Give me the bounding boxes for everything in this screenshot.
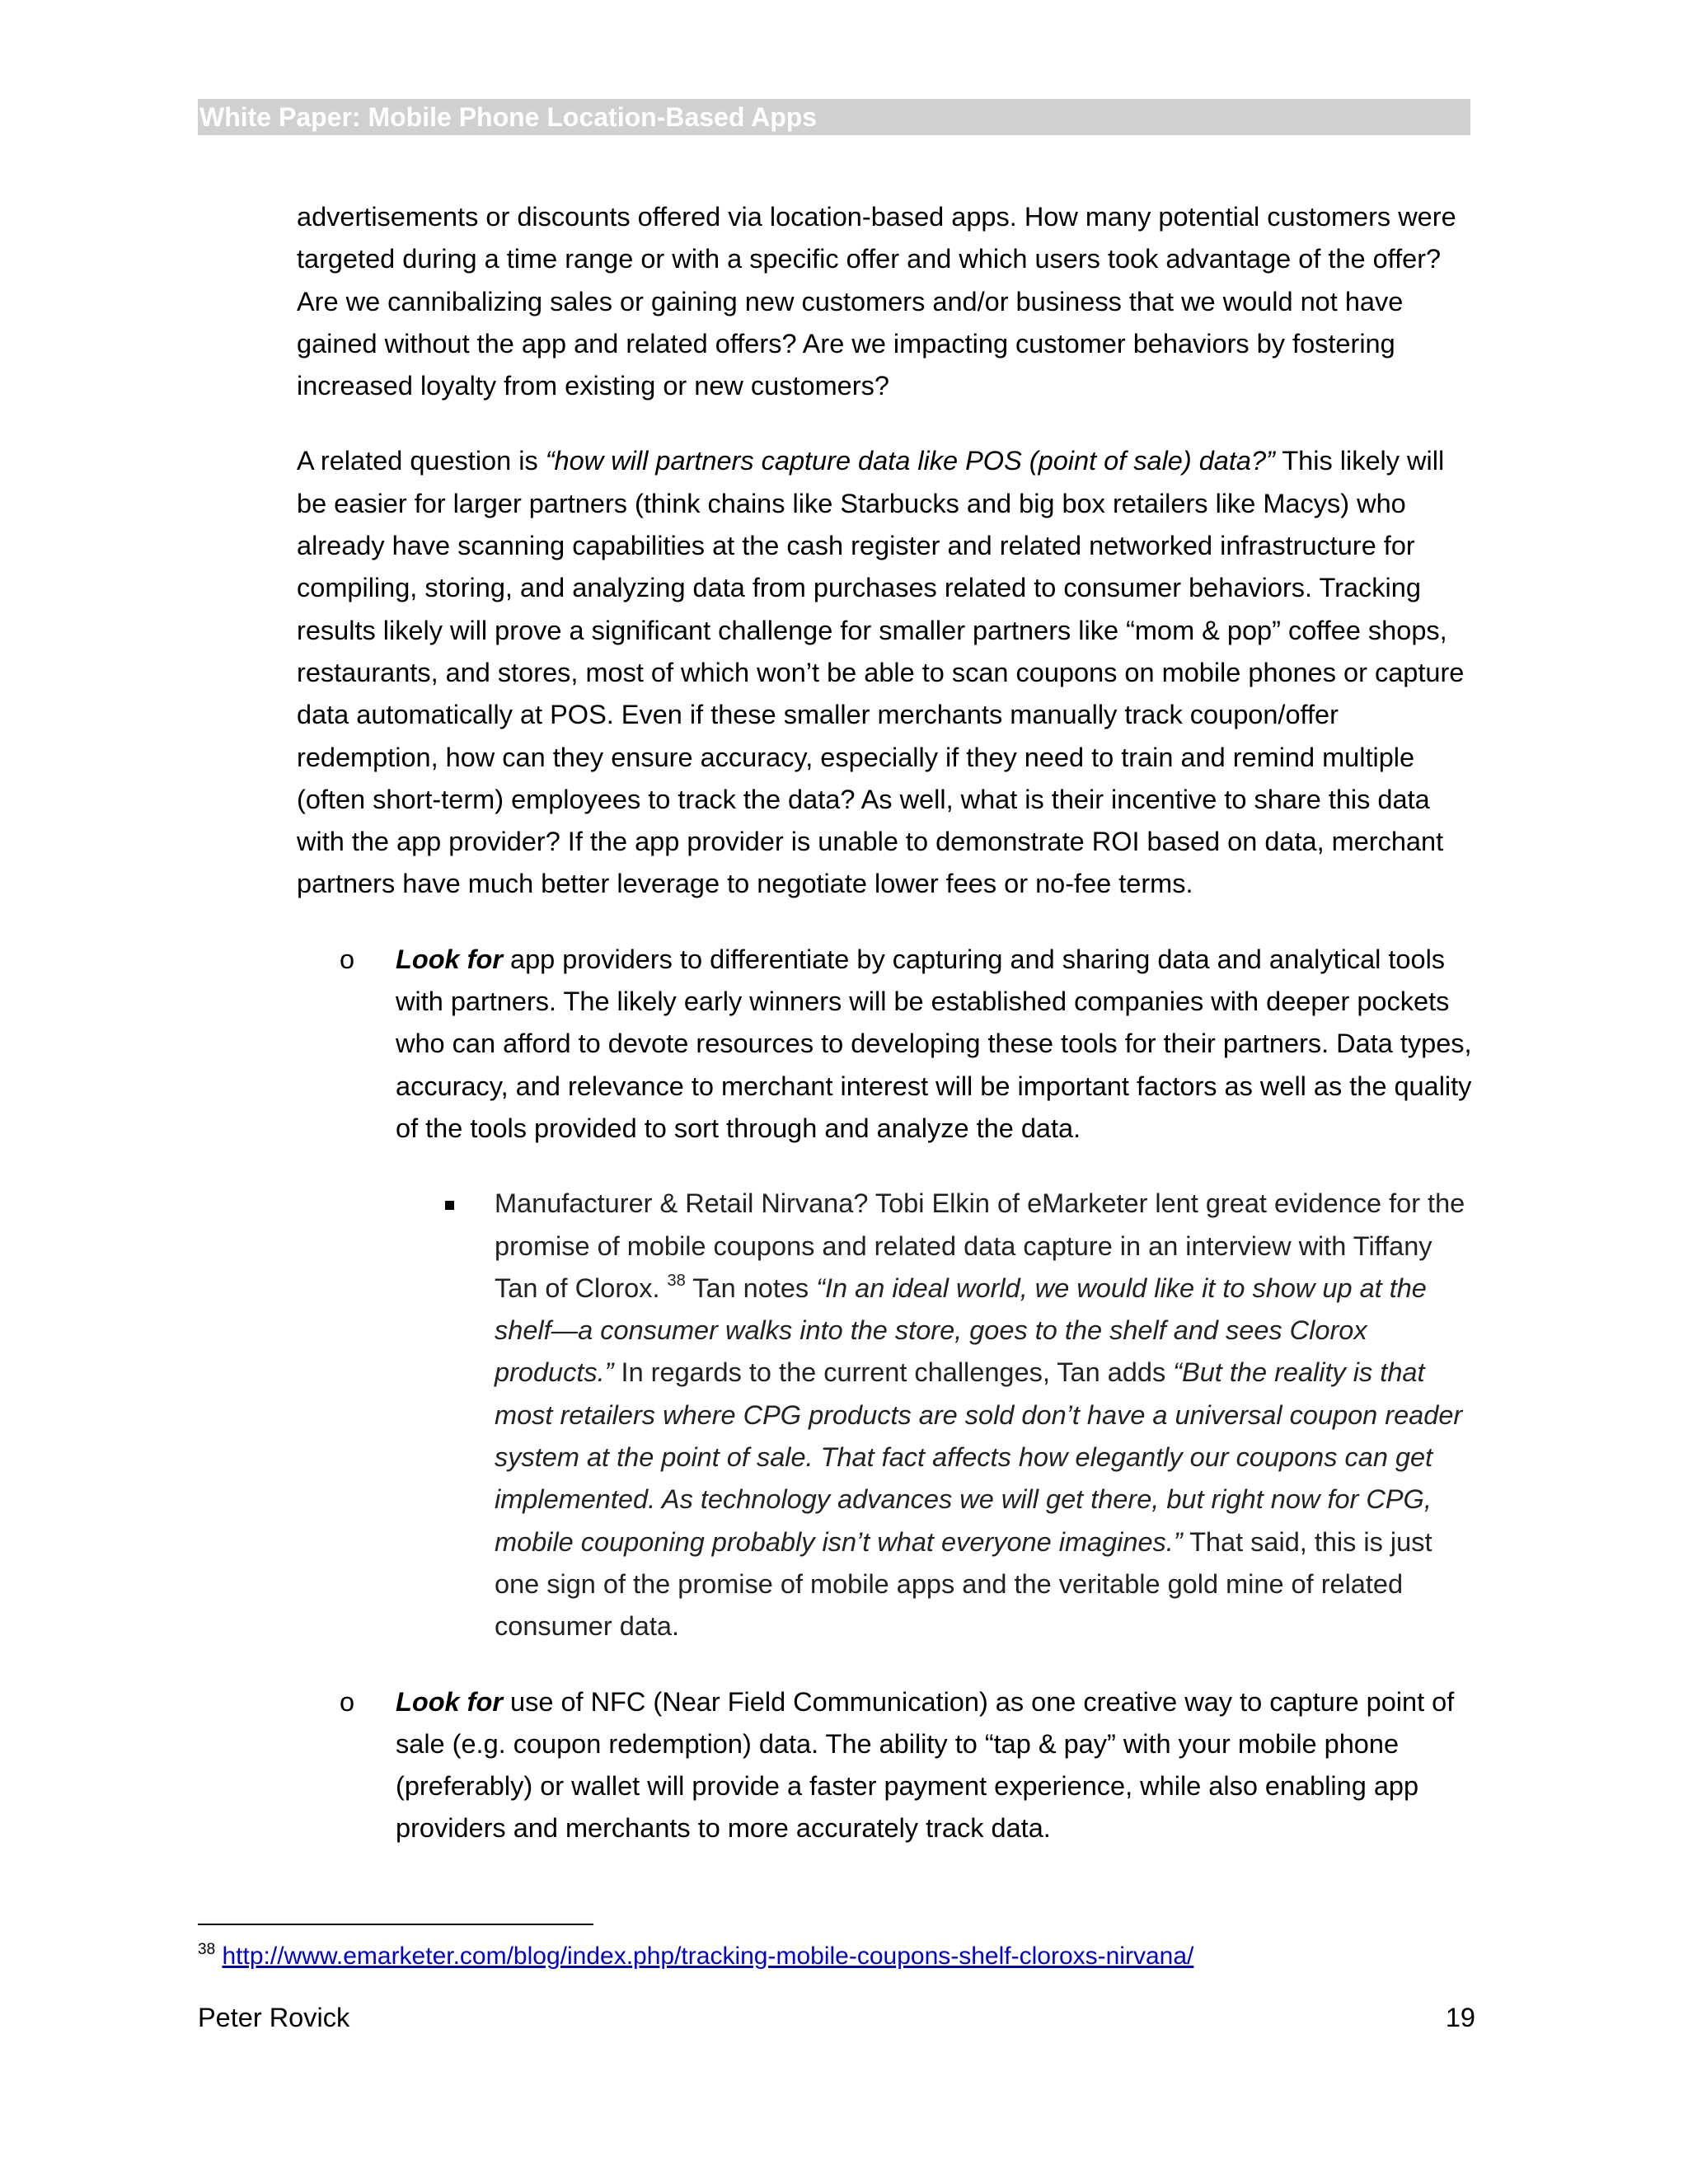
bullet-text: app providers to differentiate by capturing and sharing data and analytical tools with partners. The likely early winners will be established companies with deeper pockets who can afford to devote resources to developing these tools for their partners. Data types, accuracy, and relevance to merchant interest will be important factors as well as the quality of the tools provided to sort through and analyze the data.: [396, 944, 1472, 1143]
footnote-number: 38: [198, 1941, 216, 1958]
footer-author: Peter Rovick: [198, 2003, 350, 2032]
running-header-title: White Paper: Mobile Phone Location-Based Apps: [199, 102, 818, 132]
bullet-marker: o: [340, 944, 355, 974]
running-header: [198, 99, 1470, 135]
bullet-look-for-analytics: [340, 939, 1475, 1150]
square-bullet-icon: [445, 1183, 454, 1225]
subbullet-text-4: That said, this is just one sign of the promise of mobile apps and the veritable gold mine of related consumer data.: [495, 1526, 1432, 1642]
page-body: [297, 196, 1475, 1850]
paragraph-2: [297, 440, 1475, 905]
paragraph-2-rest: This likely will be easier for larger partners (think chains like Starbucks and big box retailers like Macys) who already have scanning capabilities at the cash register and related networked infrastructure for compiling, storing, and analyzing data from purchases related to consumer behaviors. Tracking results likely will prove a significant challenge for smaller partners like “mom & pop” coffee shops, restaurants, and stores, most of which won’t be able to scan coupons on mobile phones or capture data automatically at POS. Even if these smaller merchants manually track coupon/offer redemption, how can they ensure accuracy, especially if they need to train and remind multiple (often short-term) employees to track the data? As well, what is their incentive to share this data with the app provider? If the app provider is unable to demonstrate ROI based on data, merchant partners have much better leverage to negotiate lower fees or no-fee terms.: [297, 446, 1465, 899]
bullet-lead: Look for: [396, 1686, 503, 1717]
subbullet-text-3: In regards to the current challenges, Tan adds: [613, 1357, 1174, 1388]
bullet-text: use of NFC (Near Field Communication) as one creative way to capture point of sale (e.g. coupon redemption) data. The ability to “tap & pay” with your mobile phone (preferably) or wallet will provide a faster payment experience, while also enabling app providers and merchants to more accurately track data.: [396, 1686, 1455, 1844]
paragraph-1: advertisements or discounts offered via location-based apps. How many potential customers were targeted during a time range or with a specific offer and which users took advantage of the offer? Are we cannibalizing sales or gaining new customers and/or business that we would not have gained without the app and related offers? Are we impacting customer behaviors by fostering increased loyalty from existing or new customers?: [297, 202, 1456, 401]
subbullet-nirvana: [495, 1183, 1475, 1647]
bullet-look-for-nfc: [340, 1681, 1475, 1850]
footnote-ref[interactable]: 38: [667, 1271, 686, 1290]
footnote: [198, 1940, 1193, 1973]
footnote-separator: [198, 1924, 593, 1925]
subbullet-text-1: Manufacturer & Retail Nirvana? Tobi Elkin of eMarketer lent great evidence for the promise of mobile coupons and related data capture in an interview with Tiffany Tan of Clorox.: [495, 1188, 1465, 1303]
subbullet-text-2: Tan notes: [685, 1272, 817, 1303]
footnote-link[interactable]: http://www.emarketer.com/blog/index.php/tracking-mobile-coupons-shelf-cloroxs-nirvana/: [222, 1943, 1194, 1970]
subbullet-quote-1: “In an ideal world, we would like it to show up at the shelf—a consumer walks into the store, goes to the shelf and sees Clorox products.”: [495, 1272, 1427, 1388]
subbullet-quote-2: “But the reality is that most retailers where CPG products are sold don’t have a universal coupon reader system at the point of sale. That fact affects how elegantly our coupons can get implemented. As technology advances we will get there, but right now for CPG, mobile couponing probably isn’t what everyone imagines.”: [495, 1357, 1463, 1557]
bullet-marker: o: [340, 1686, 355, 1717]
paragraph-2-lead: A related question is: [297, 446, 546, 476]
bullet-lead: Look for: [396, 944, 503, 974]
paragraph-2-quote: “how will partners capture data like POS (point of sale) data?”: [545, 446, 1275, 476]
footer-page-number: 19: [1445, 2003, 1475, 2032]
